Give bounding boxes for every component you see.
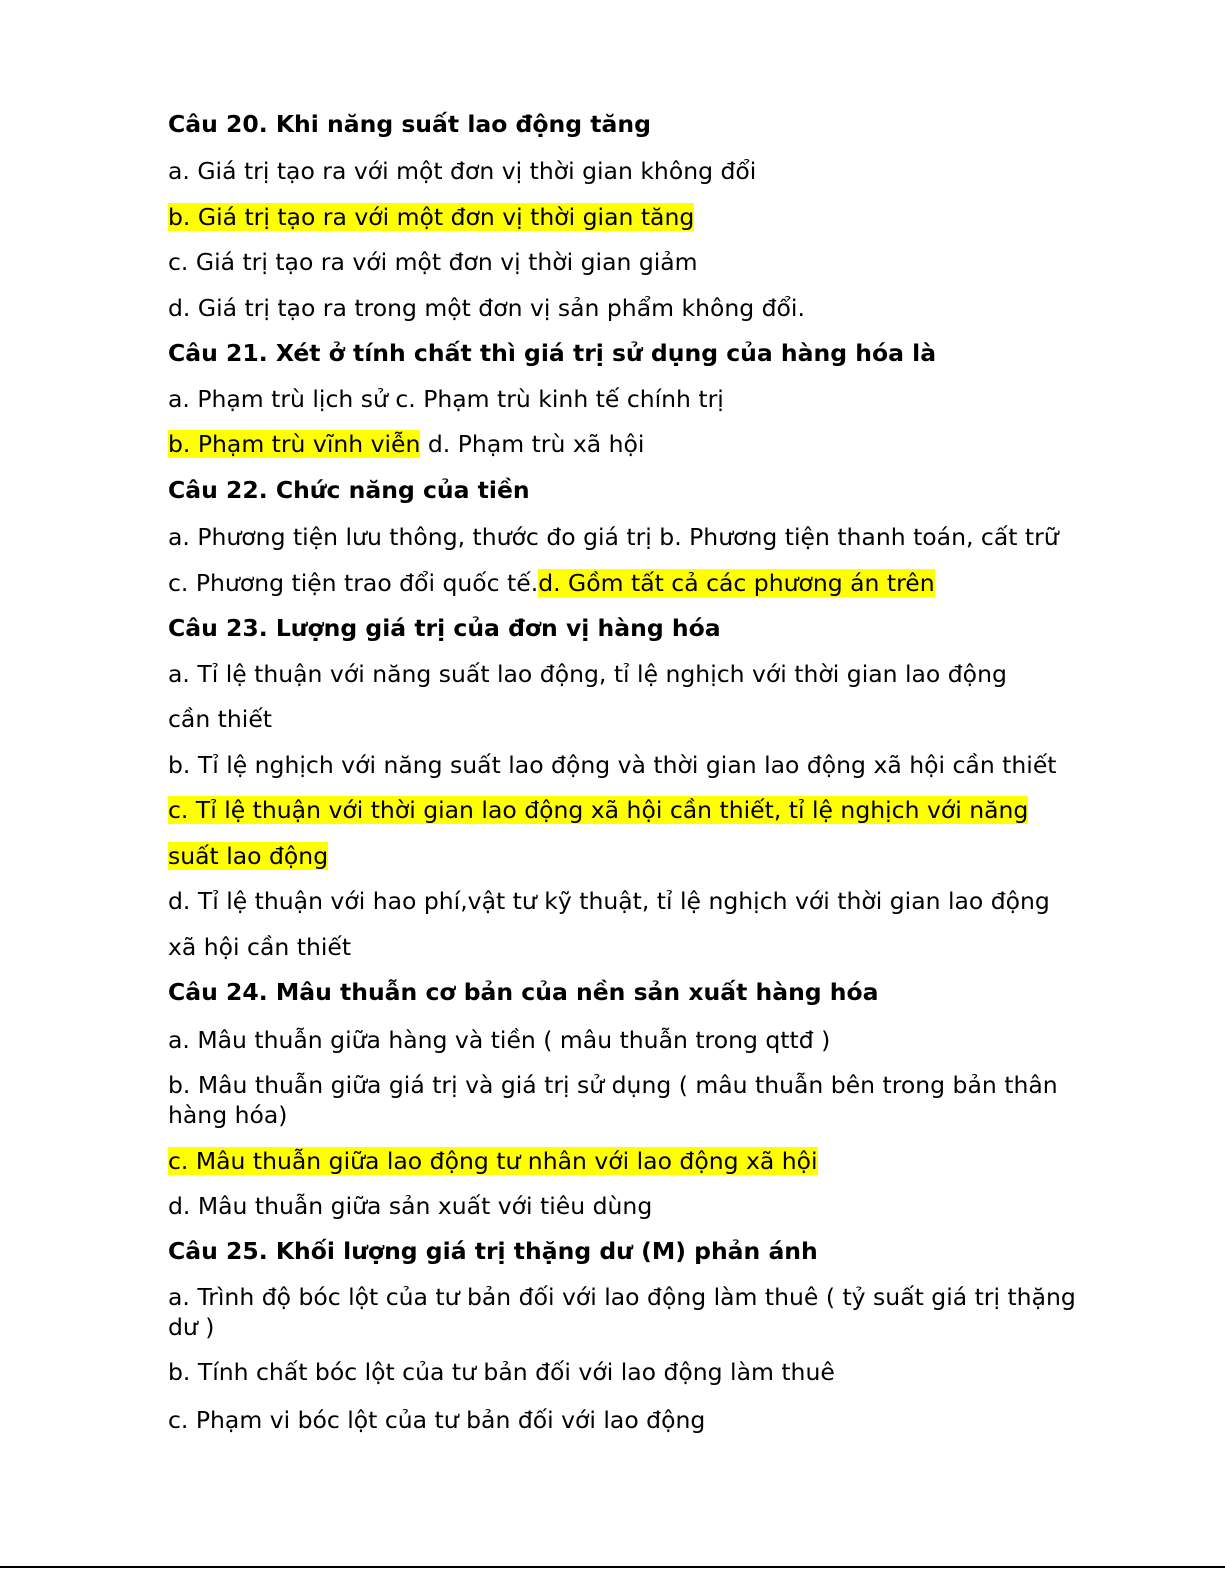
q23-option-c-line-1 [168, 795, 1028, 825]
q20-option-a: a. Giá trị tạo ra với một đơn vị thời gian không đổi [168, 157, 757, 185]
q23-option-c-highlight-2: suất lao động [168, 842, 329, 870]
q21-option-b-highlight: b. Phạm trù vĩnh viễn [168, 430, 421, 458]
q22-options-line-1: a. Phương tiện lưu thông, thước đo giá trị b. Phương tiện thanh toán, cất trữ [168, 523, 1059, 551]
q24-option-c [168, 1146, 818, 1176]
q23-option-a-line-2: cần thiết [168, 705, 272, 733]
q23-option-d-line-2: xã hội cần thiết [168, 933, 352, 961]
q22-option-c: c. Phương tiện trao đổi quốc tế. [168, 569, 539, 597]
q23-option-c-line-2 [168, 841, 328, 871]
question-20-title: Câu 20. Khi năng suất lao động tăng [168, 110, 651, 138]
q21-options-line-1: a. Phạm trù lịch sử c. Phạm trù kinh tế chính trị [168, 385, 724, 413]
q20-option-b [168, 202, 694, 232]
q25-option-a: a. Trình độ bóc lột của tư bản đối với lao động làm thuê ( tỷ suất giá trị thặng dư ) [168, 1283, 1076, 1341]
q25-option-c: c. Phạm vi bóc lột của tư bản đối với lao động [168, 1406, 706, 1434]
q20-option-c: c. Giá trị tạo ra với một đơn vị thời gian giảm [168, 248, 698, 276]
q20-option-d: d. Giá trị tạo ra trong một đơn vị sản phẩm không đổi. [168, 294, 805, 322]
q20-option-b-highlight: b. Giá trị tạo ra với một đơn vị thời gian tăng [168, 203, 695, 231]
question-24-title: Câu 24. Mâu thuẫn cơ bản của nền sản xuất hàng hóa [168, 978, 879, 1006]
q21-option-d: d. Phạm trù xã hội [420, 430, 645, 458]
q24-option-b: b. Mâu thuẫn giữa giá trị và giá trị sử dụng ( mâu thuẫn bên trong bản thân hàng hóa) [168, 1071, 1058, 1129]
question-23-title: Câu 23. Lượng giá trị của đơn vị hàng hóa [168, 614, 721, 642]
q23-option-a-line-1: a. Tỉ lệ thuận với năng suất lao động, tỉ lệ nghịch với thời gian lao động [168, 660, 1007, 688]
question-25-title: Câu 25. Khối lượng giá trị thặng dư (M) phản ánh [168, 1237, 818, 1265]
q24-option-a: a. Mâu thuẫn giữa hàng và tiền ( mâu thuẫn trong qttđ ) [168, 1026, 831, 1054]
q23-option-d-line-1: d. Tỉ lệ thuận với hao phí,vật tư kỹ thuật, tỉ lệ nghịch với thời gian lao động [168, 887, 1050, 915]
q25-option-b: b. Tính chất bóc lột của tư bản đối với lao động làm thuê [168, 1358, 835, 1386]
q23-option-b: b. Tỉ lệ nghịch với năng suất lao động và thời gian lao động xã hội cần thiết [168, 751, 1057, 779]
q22-option-d-highlight: d. Gồm tất cả các phương án trên [538, 569, 935, 597]
q23-option-c-highlight-1: c. Tỉ lệ thuận với thời gian lao động xã hội cần thiết, tỉ lệ nghịch với năng [168, 796, 1029, 824]
q21-options-line-2 [168, 429, 644, 459]
question-21-title: Câu 21. Xét ở tính chất thì giá trị sử dụng của hàng hóa là [168, 339, 937, 367]
q22-options-line-2 [168, 568, 935, 598]
page-bottom-divider [0, 1566, 1225, 1568]
question-22-title: Câu 22. Chức năng của tiền [168, 476, 530, 504]
q24-option-d: d. Mâu thuẫn giữa sản xuất với tiêu dùng [168, 1192, 653, 1220]
q24-option-c-highlight: c. Mâu thuẫn giữa lao động tư nhân với lao động xã hội [168, 1147, 818, 1175]
